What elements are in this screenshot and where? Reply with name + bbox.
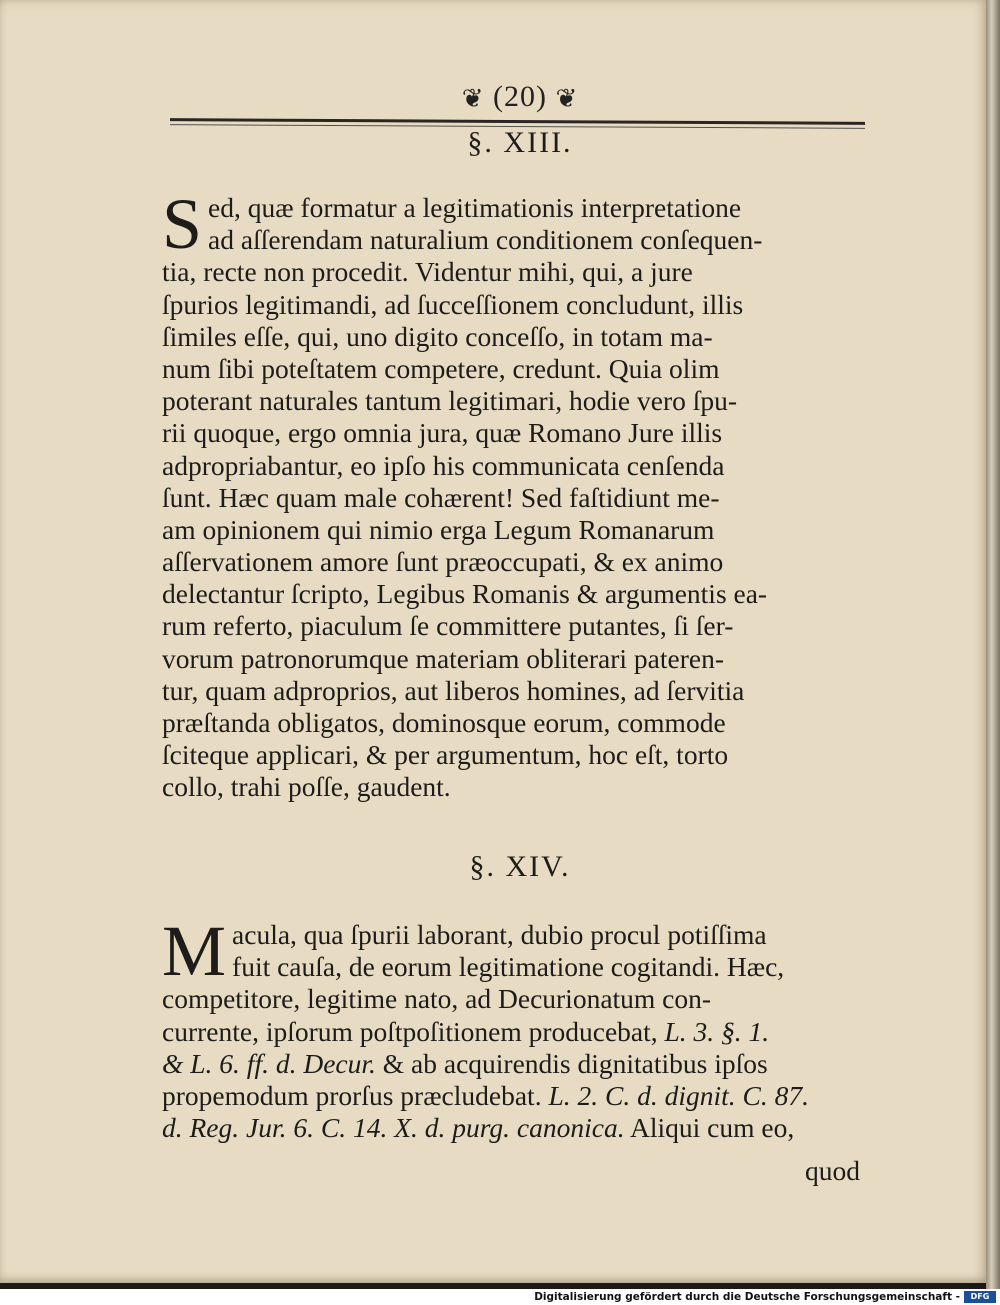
text-line: acula, qua ſpurii laborant, dubio procul potiſſima <box>232 919 767 950</box>
text-line: vorum patronorumque materiam obliterari pateren- <box>162 642 725 674</box>
section-13-title: §. XIII. <box>467 126 573 159</box>
text-line: tia, recte non procedit. Videntur mihi, qui, a jure <box>162 256 693 288</box>
line-text: & ab acquirendis dignitatibus ipſos <box>375 1047 768 1079</box>
text-line: ſciteque applicari, & per argumentum, hoc eſt, torto <box>162 739 729 771</box>
text-line <box>162 1112 878 1144</box>
text-line: ſpurios legitimandi, ad ſucceſſionem concludunt, illis <box>162 288 744 320</box>
text-line: aſſervationem amore ſunt præoccupati, & ex animo <box>162 546 724 578</box>
page-number-line <box>170 80 870 114</box>
dfg-logo-icon: DFG <box>964 1291 996 1303</box>
footer-bar <box>0 1289 1000 1305</box>
dropcap: S <box>162 184 203 264</box>
legal-citation: & L. 6. ff. d. Decur. <box>162 1047 376 1079</box>
line-text: currente, ipſorum poſtpoſitionem producebat, <box>162 1015 665 1047</box>
dropcap: M <box>162 911 227 991</box>
text-line: ed, quæ formatur a legitimationis interpretatione <box>208 192 742 223</box>
text-line: collo, trahi poſſe, gaudent. <box>162 771 451 803</box>
text-line <box>162 1016 878 1048</box>
catchword: quod <box>805 1155 860 1186</box>
text-line: fuit cauſa, de eorum legitimatione cogitandi. Hæc, <box>232 951 785 983</box>
text-line: competitore, legitime nato, ad Decurionatum con- <box>162 983 712 1015</box>
text-line: ſimiles eſſe, qui, uno digito conceſſo, in totam ma- <box>162 320 713 352</box>
text-line: num ſibi poteſtatem competere, credunt. Quia olim <box>162 352 720 384</box>
line-text: Aliqui cum eo, <box>624 1112 795 1144</box>
legal-citation: L. 2. C. d. dignit. C. 87. <box>548 1079 809 1111</box>
section-13-paragraph <box>162 184 878 804</box>
text-line: ſunt. Hæc quam male cohærent! Sed faſtidiunt me- <box>162 481 720 513</box>
footer-credit: Digitalisierung gefördert durch die Deutsche Forschungsgemeinschaft - <box>534 1291 960 1303</box>
book-edge <box>986 0 1000 1290</box>
text-line: præſtanda obligatos, dominosque eorum, commode <box>162 707 726 738</box>
text-line <box>162 1080 878 1112</box>
text-line: rii quoque, ergo omnia jura, quæ Romano Jure illis <box>162 417 723 449</box>
section-14-paragraph <box>162 911 878 1144</box>
legal-citation: d. Reg. Jur. 6. C. 14. X. d. purg. canonica. <box>162 1112 625 1144</box>
text-line: ad aſſerendam naturalium conditionem conſequen- <box>208 224 763 256</box>
text-line: tur, quam adproprios, aut liberos homines, ad ſervitia <box>162 674 745 706</box>
text-line: am opinionem qui nimio erga Legum Romanarum <box>162 513 715 545</box>
section-14-title: §. XIV. <box>469 850 571 883</box>
text-line: delectantur ſcripto, Legibus Romanis & argumentis ea- <box>162 578 768 610</box>
page-number: (20) <box>493 80 547 113</box>
text-line: adpropriabantur, eo ipſo his communicata cenſenda <box>162 449 725 481</box>
text-line: rum referto, piaculum ſe committere putantes, ſi ſer- <box>162 610 734 642</box>
page-header <box>170 76 870 124</box>
text-line: poterant naturales tantum legitimari, hodie vero ſpu- <box>162 385 738 417</box>
left-ornament-icon: ❦ <box>461 84 485 114</box>
legal-citation: L. 3. §. 1. <box>664 1015 770 1047</box>
text-line <box>162 1048 878 1080</box>
right-ornament-icon: ❦ <box>555 84 579 114</box>
line-text: propemodum prorſus præcludebat. <box>162 1079 549 1111</box>
